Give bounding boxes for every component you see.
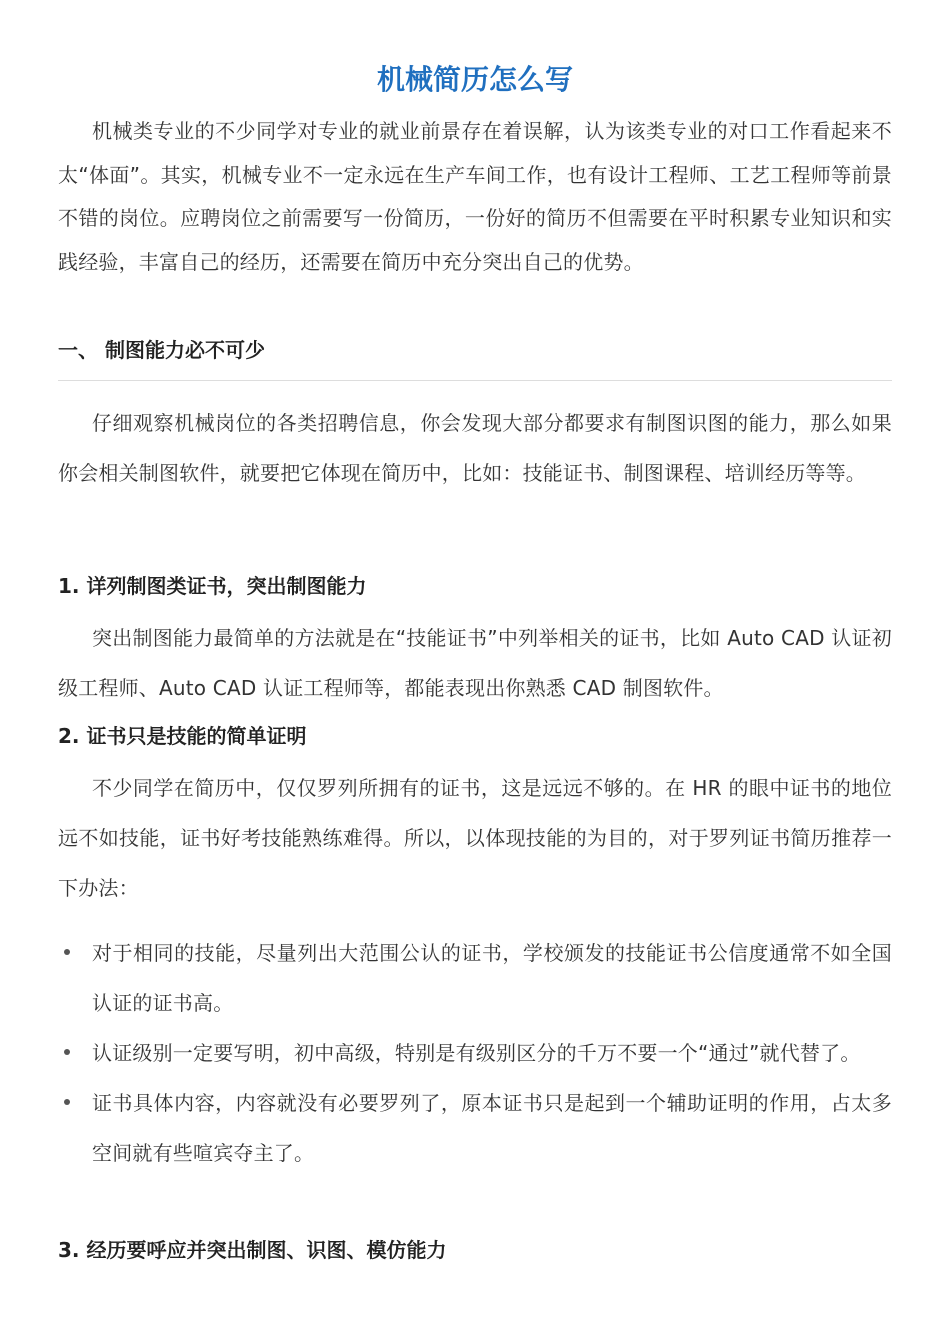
subsection-paragraph-2: 不少同学在简历中，仅仅罗列所拥有的证书，这是远远不够的。在 HR 的眼中证书的地位远不如技能，证书好考技能熟练难得。所以，以体现技能的为目的，对于罗列证书简历推荐一下办法： <box>58 776 892 900</box>
subsection-heading-3: 3. 经历要呼应并突出制图、识图、模仿能力 <box>58 1238 447 1262</box>
list-item <box>58 1078 892 1178</box>
section-heading: 一、 制图能力必不可少 <box>58 338 265 362</box>
intro-paragraph: 机械类专业的不少同学对专业的就业前景存在着误解，认为该类专业的对口工作看起来不太“体面”。其实，机械专业不一定永远在生产车间工作，也有设计工程师、工艺工程师等前景不错的岗位。应聘岗位之前需要写一份简历，一份好的简历不但需要在平时积累专业知识和实践经验，丰富自己的经历，还需要在简历中充分突出自己的优势。 <box>58 119 892 274</box>
bullet-icon <box>64 949 70 955</box>
list-item-text: 对于相同的技能，尽量列出大范围公认的证书，学校颁发的技能证书公信度通常不如全国认证的证书高。 <box>92 941 892 1015</box>
page-title: 机械简历怎么写 <box>376 63 573 96</box>
bullet-icon <box>64 1049 70 1055</box>
list-item <box>58 928 892 1028</box>
list-item-text: 认证级别一定要写明，初中高级，特别是有级别区分的千万不要一个“通过”就代替了。 <box>92 1041 861 1065</box>
bullet-list <box>58 928 892 1178</box>
subsection-heading-2: 2. 证书只是技能的简单证明 <box>58 724 307 748</box>
section-paragraph: 仔细观察机械岗位的各类招聘信息，你会发现大部分都要求有制图识图的能力，那么如果你会相关制图软件，就要把它体现在简历中，比如：技能证书、制图课程、培训经历等等。 <box>58 411 892 485</box>
subsection-heading-1: 1. 详列制图类证书，突出制图能力 <box>58 574 367 598</box>
subsection-paragraph-1: 突出制图能力最简单的方法就是在“技能证书”中列举相关的证书，比如 Auto CAD 认证初级工程师、Auto CAD 认证工程师等，都能表现出你熟悉 CAD 制图软件。 <box>58 626 892 700</box>
section-divider <box>58 380 892 381</box>
bullet-icon <box>64 1099 70 1105</box>
list-item-text: 证书具体内容，内容就没有必要罗列了，原本证书只是起到一个辅助证明的作用，占太多空间就有些喧宾夺主了。 <box>92 1091 892 1165</box>
list-item <box>58 1028 892 1078</box>
